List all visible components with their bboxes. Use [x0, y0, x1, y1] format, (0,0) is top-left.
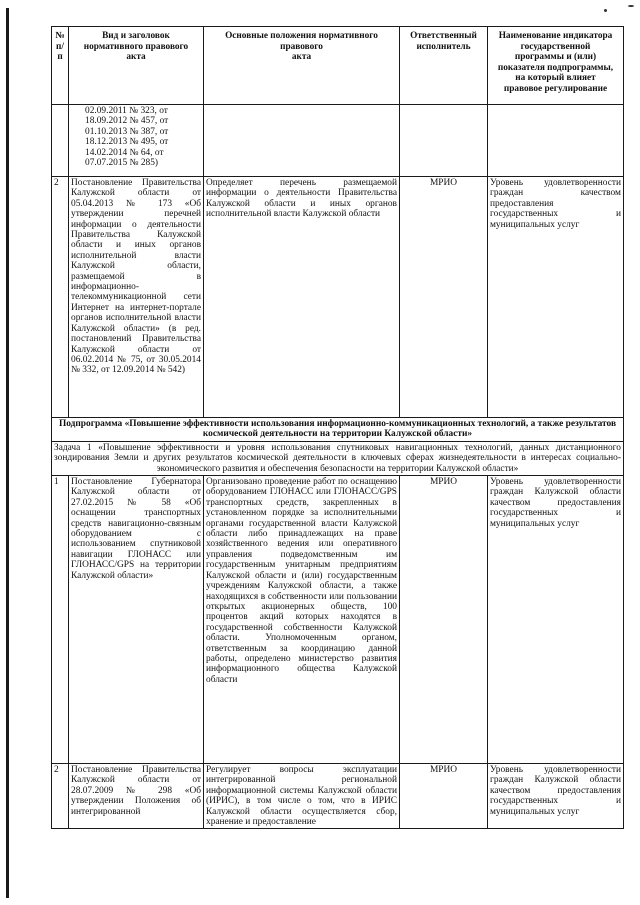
table-row-continuation [52, 105, 624, 177]
header-provisions: Основные положения нормативного правового акта [204, 27, 400, 105]
cell-act: 02.09.2011 № 323, от 18.09.2012 № 457, от 01.10.2013 № 387, от 18.12.2013 № 495, от 14.02.2014 № 64, от 07.07.2015 № 285) [69, 105, 204, 177]
cell-provisions: Организовано проведение работ по оснащению оборудованием ГЛОНАСС или ГЛОНАСС/GPS транспортных средств, закрепленных в установленном порядке за исполнительными органами государственной власти Калужской области либо принадлежащих на праве хозяйственного ведения или оперативного управления подведомственным им государственным унитарным предприятиям Калужской области и (или) государственным учреждениям Калужской области, а также находящихся в собственности или пользовании открытых акционерных обществ, 100 процентов акций которых находятся в государственной собственности Калужской области. Уполномоченным органом, ответственным за координацию данной работы, определено министерство развития информационного общества Калужской области [204, 476, 400, 764]
binding-line [6, 8, 9, 898]
cell-indicator: Уровень удовлетворенности граждан Калужской области качеством предоставления государственных и муниципальных услуг [488, 764, 624, 829]
cell-number: 1 [52, 476, 69, 764]
cell-provisions: Определяет перечень размещаемой информации о деятельности Правительства Калужской области и иных органов исполнительной власти Калужской области [204, 177, 400, 418]
cell-number: 2 [52, 177, 69, 418]
cell-number: 2 [52, 764, 69, 829]
header-indicator: Наименование индикатора государственной программы и (или) показателя подпрограммы, на который влияет правовое регулирование [488, 27, 624, 105]
table-header-row [52, 27, 624, 105]
subprogram-row [52, 418, 624, 442]
cell-responsible: МРИО [400, 476, 488, 764]
cell-responsible: МРИО [400, 764, 488, 829]
header-act: Вид и заголовок нормативного правового акта [69, 27, 204, 105]
cell-responsible: МРИО [400, 177, 488, 418]
task-title: Задача 1 «Повышение эффективности и уровня использования спутниковых навигационных технологий, данных дистанционного зондирования Земли и других результатов космической деятельности в ключевых сферах жизнедеятельности в интересах социально-экономического развития и обеспечения безопасности на территории Калужской области» [52, 441, 624, 475]
cell-act: Постановление Губернатора Калужской области от 27.02.2015 № 58 «Об оснащении транспортных средств навигационно-связным оборудованием с использованием спутниковой навигации ГЛОНАСС или ГЛОНАСС/GPS на территории Калужской области» [69, 476, 204, 764]
scan-speck [604, 9, 607, 12]
cell-indicator: Уровень удовлетворенности граждан качеством предоставления государственных и муниципальных услуг [488, 177, 624, 418]
task-row [52, 441, 624, 475]
header-responsible: Ответственный исполнитель [400, 27, 488, 105]
cell-provisions: Регулирует вопросы эксплуатации интегрированной региональной информационной системы Калужской области (ИРИС), в том числе о том, что в ИРИС Калужской области осуществляется сбор, хранение и предоставление [204, 764, 400, 829]
table-row [52, 177, 624, 418]
header-number: № п/ п [52, 27, 69, 105]
table-row [52, 476, 624, 764]
table-row [52, 764, 624, 829]
subprogram-title: Подпрограмма «Повышение эффективности использования информационно-коммуникационных технологий, а также результатов космической деятельности на территории Калужской области» [52, 418, 624, 442]
regulation-table [51, 26, 624, 829]
cell-act: Постановление Правительства Калужской области от 05.04.2013 № 173 «Об утверждении перечней информации о деятельности Правительства Калужской области и иных органов исполнительной власти Калужской области, размещаемой в информационно-телекоммуникационной сети Интернет на интернет-портале органов исполнительной власти Калужской области» (в ред. постановлений Правительства Калужской области от 06.02.2014 № 75, от 30.05.2014 № 332, от 12.09.2014 № 542) [69, 177, 204, 418]
cell-indicator: Уровень удовлетворенности граждан Калужской области качеством предоставления государственных и муниципальных услуг [488, 476, 624, 764]
scan-speck [628, 5, 634, 7]
cell-act: Постановление Правительства Калужской области от 28.07.2009 № 298 «Об утверждении Положения об интегрированной [69, 764, 204, 829]
